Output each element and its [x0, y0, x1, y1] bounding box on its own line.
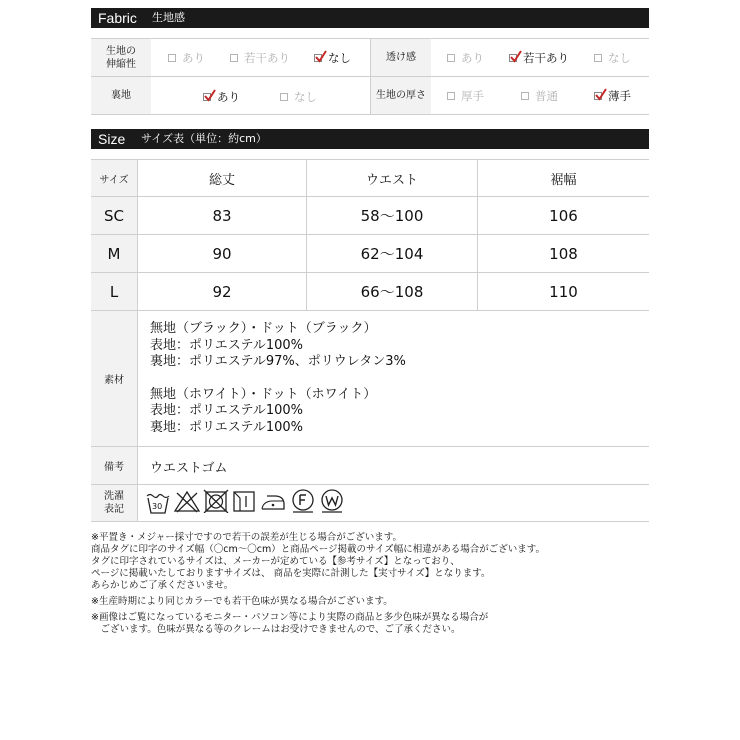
- material-line: 無地（ホワイト）・ドット（ホワイト）: [150, 386, 377, 402]
- remarks-label: 備考: [104, 462, 124, 473]
- no-tumble-dry-icon: [203, 489, 229, 517]
- note-line: あらかじめご了承くださいませ。: [91, 580, 234, 591]
- no-bleach-icon: [173, 489, 201, 517]
- washing-label: 洗濯 表記: [91, 485, 137, 521]
- material-label: 素材: [104, 375, 124, 386]
- checked-checkbox-icon: [203, 93, 211, 101]
- note-line: ページに掲載いたしておりますサイズは、 商品を実際に計測した【実寸サイズ】となります。: [91, 568, 491, 579]
- stretch-option-yes: あり: [168, 50, 205, 66]
- transparency-option-slight: 若干あり: [509, 50, 569, 66]
- size-cell: 66〜108: [360, 283, 424, 301]
- wet-clean-w-icon: [319, 488, 345, 518]
- note-line: ※平置き・メジャー採寸ですので若干の誤差が生じる場合がございます。: [91, 532, 403, 543]
- transparency-option-yes: あり: [447, 50, 484, 66]
- size-title: Size: [98, 131, 126, 147]
- size-cell: L: [109, 282, 119, 301]
- wash-30-icon: 30: [145, 491, 171, 515]
- thickness-option-thick: 厚手: [447, 88, 484, 104]
- material-text: [150, 321, 406, 436]
- size-cell: 106: [549, 206, 578, 225]
- size-subtitle: サイズ表（単位：約cm）: [141, 132, 267, 145]
- divider: [91, 521, 649, 522]
- size-header-waist: ウエスト: [365, 172, 418, 188]
- note-line: タグに印字されているサイズは、メーカーが定めている【参考サイズ】となっており、: [91, 556, 460, 567]
- thickness-option-normal: 普通: [521, 88, 558, 104]
- remarks-text: ウエストゴム: [150, 461, 228, 476]
- transparency-label: 透け感: [371, 39, 431, 76]
- material-line: 裏地：ポリエステル100%: [150, 419, 303, 435]
- size-cell: 62〜104: [360, 245, 424, 263]
- line-dry-shade-icon: [232, 489, 256, 517]
- size-header-bar: [91, 129, 649, 149]
- size-cell: 58〜100: [360, 207, 424, 225]
- checked-checkbox-icon: [594, 92, 602, 100]
- lining-option-yes: あり: [203, 89, 240, 105]
- size-cell: 90: [212, 244, 232, 263]
- note-line: ※生産時期により同じカラーでも若干色味が異なる場合がございます。: [91, 596, 393, 607]
- checkbox-icon: [230, 54, 238, 62]
- checked-checkbox-icon: [509, 54, 517, 62]
- washing-icons: [145, 489, 345, 517]
- size-cell: SC: [104, 206, 124, 225]
- checkbox-icon: [168, 54, 176, 62]
- note-line: 商品タグに印字のサイズ幅（〇cm〜〇cm）と商品ページ掲載のサイズ幅に相違がある場合がございます。: [91, 544, 545, 555]
- divider: [91, 484, 649, 485]
- transparency-option-none: なし: [594, 50, 631, 66]
- thickness-option-thin: 薄手: [594, 88, 631, 104]
- size-header-size: サイズ: [99, 174, 129, 186]
- lining-option-none: なし: [280, 89, 317, 105]
- size-cell: 108: [549, 244, 578, 263]
- lining-label: 裏地: [91, 77, 151, 114]
- material-line: 表地：ポリエステル100%: [150, 337, 303, 353]
- divider: [91, 310, 649, 311]
- material-line: 無地（ブラック）・ドット（ブラック）: [150, 321, 377, 336]
- material-line: 裏地：ポリエステル97%、ポリウレタン3%: [150, 354, 406, 369]
- size-cell: 83: [212, 206, 232, 225]
- divider: [91, 446, 649, 447]
- size-cell: 110: [549, 282, 578, 301]
- checkbox-icon: [280, 93, 288, 101]
- thickness-label: 生地の厚さ: [371, 77, 431, 114]
- checkbox-icon: [594, 54, 602, 62]
- checkbox-icon: [521, 92, 529, 100]
- note-line: ※画像はご覧になっているモニター・パソコン等により実際の商品と多少色味が異なる場合が: [91, 612, 489, 623]
- size-cell: 92: [212, 282, 232, 301]
- size-cell: M: [107, 244, 121, 263]
- size-header-hem: 裾幅: [550, 172, 577, 188]
- fabric-title: Fabric: [98, 10, 137, 26]
- size-header-length: 総丈: [208, 172, 235, 188]
- material-line: 表地：ポリエステル100%: [150, 403, 303, 418]
- checkbox-icon: [447, 92, 455, 100]
- stretch-option-slight: 若干あり: [230, 50, 290, 66]
- checked-checkbox-icon: [314, 54, 322, 62]
- note-line: ございます。色味が異なる等のクレームはお受けできませんので、ご了承ください。: [91, 624, 461, 635]
- checkbox-icon: [447, 54, 455, 62]
- fabric-header-bar: [91, 8, 649, 28]
- stretch-option-none: なし: [314, 50, 351, 66]
- fabric-subtitle: 生地感: [152, 11, 185, 24]
- dry-clean-f-icon: [290, 488, 316, 518]
- iron-low-icon: [259, 489, 287, 517]
- stretch-label: 生地の 伸縮性: [91, 39, 151, 76]
